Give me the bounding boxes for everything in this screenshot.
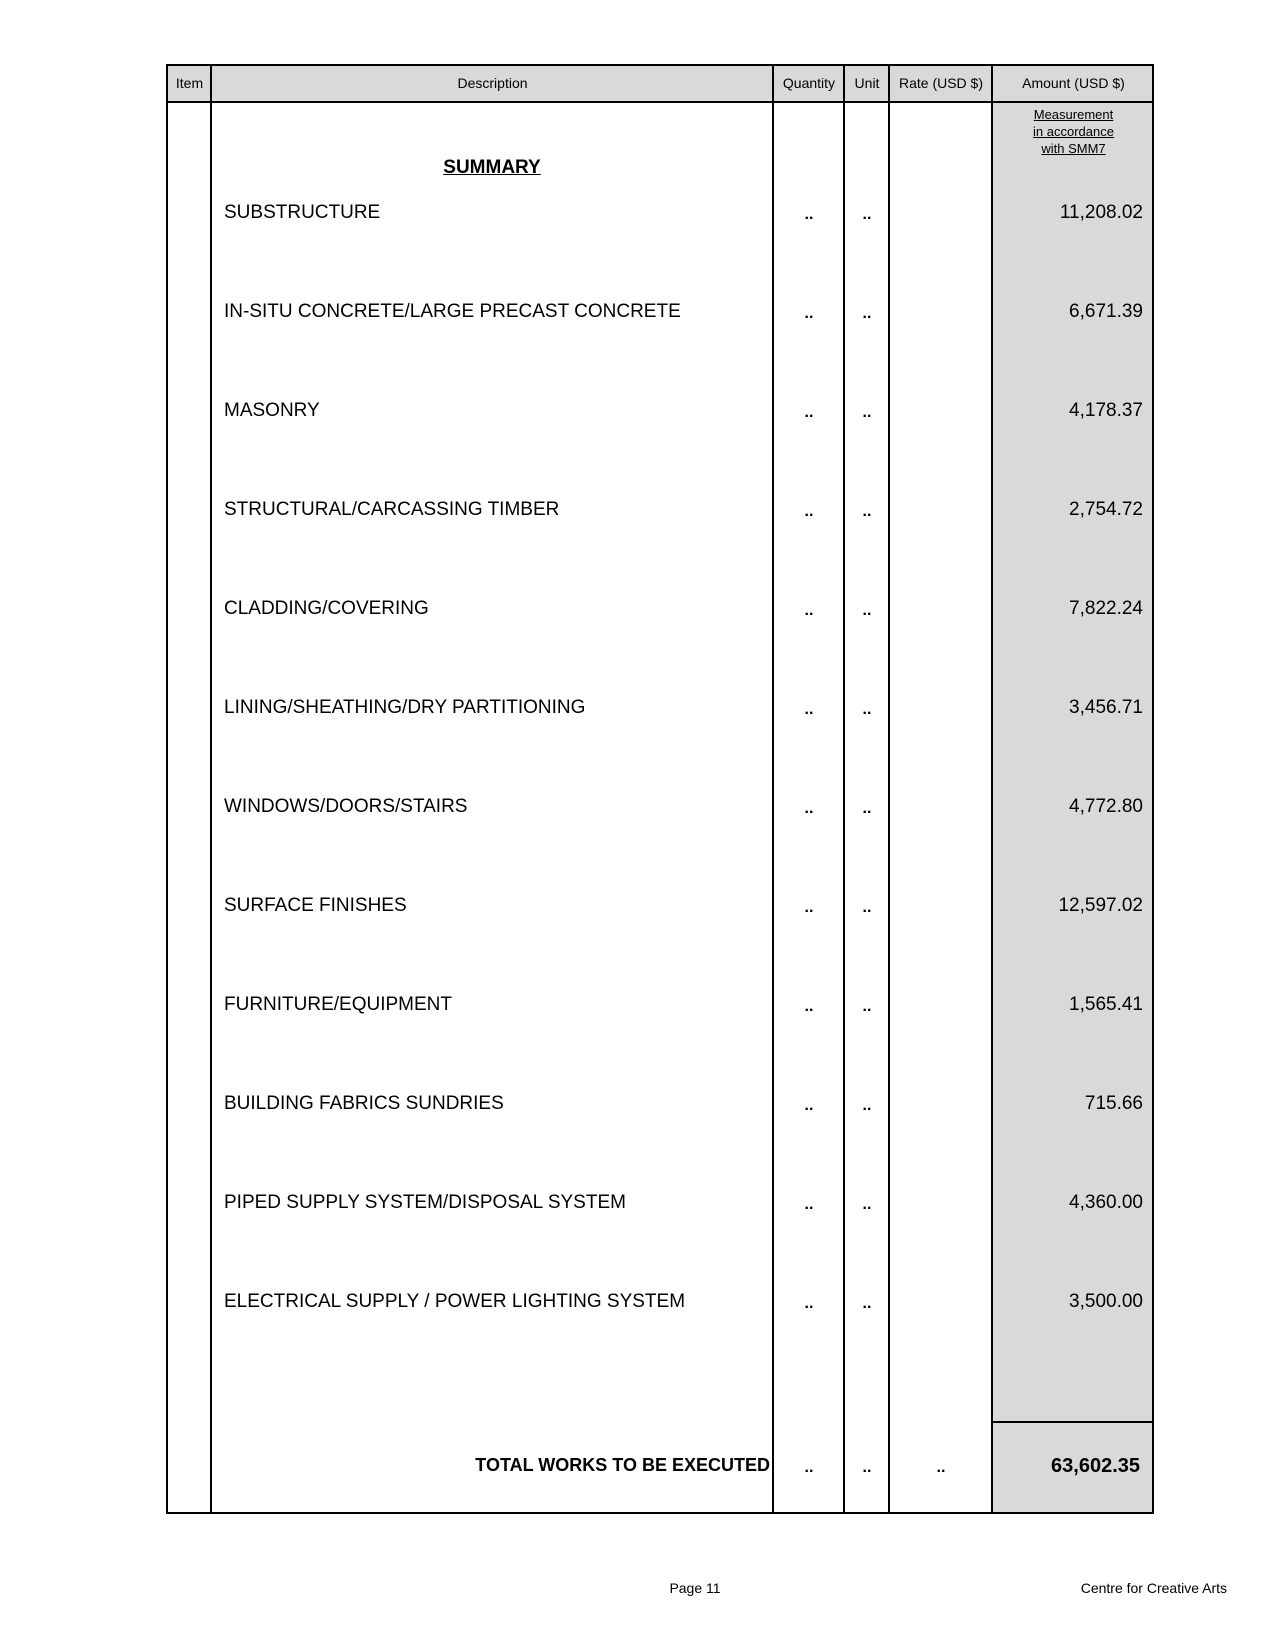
- row-quantity: ..: [804, 602, 814, 619]
- row-quantity: ..: [804, 998, 814, 1015]
- row-description: SURFACE FINISHES: [224, 895, 407, 916]
- table-row: [168, 1093, 1152, 1123]
- table-row: [168, 598, 1152, 628]
- table-row: [168, 1192, 1152, 1222]
- row-unit: ..: [862, 602, 872, 619]
- header-amount: Amount (USD $): [1022, 75, 1125, 91]
- row-unit: ..: [862, 899, 872, 916]
- table-row: [168, 400, 1152, 430]
- row-unit: ..: [862, 1196, 872, 1213]
- total-amount: 63,602.35: [1051, 1455, 1140, 1477]
- row-amount: 2,754.72: [1069, 499, 1143, 520]
- row-unit: ..: [862, 503, 872, 520]
- table-row: [168, 301, 1152, 331]
- row-quantity: ..: [804, 206, 814, 223]
- row-description: STRUCTURAL/CARCASSING TIMBER: [224, 499, 560, 520]
- row-description: PIPED SUPPLY SYSTEM/DISPOSAL SYSTEM: [224, 1192, 626, 1213]
- row-unit: ..: [862, 305, 872, 322]
- table-row: [168, 895, 1152, 925]
- row-quantity: ..: [804, 404, 814, 421]
- row-description: FURNITURE/EQUIPMENT: [224, 994, 452, 1015]
- row-quantity: ..: [804, 305, 814, 322]
- row-description: ELECTRICAL SUPPLY / POWER LIGHTING SYSTEM: [224, 1291, 686, 1312]
- total-rate: ..: [936, 1459, 946, 1476]
- row-description: WINDOWS/DOORS/STAIRS: [224, 796, 468, 817]
- total-separator: [993, 1421, 1152, 1423]
- row-quantity: ..: [804, 800, 814, 817]
- page-number: Page 11: [669, 1580, 721, 1596]
- row-amount: 715.66: [1084, 1093, 1143, 1114]
- header-unit: Unit: [854, 75, 880, 91]
- row-unit: ..: [862, 1295, 872, 1312]
- header-rate: Rate (USD $): [898, 75, 984, 91]
- measurement-note-line: Measurement: [1033, 107, 1114, 122]
- row-description: SUBSTRUCTURE: [224, 202, 381, 223]
- table-row: [168, 796, 1152, 826]
- table-row: [168, 697, 1152, 727]
- project-name: Centre for Creative Arts: [1080, 1580, 1227, 1596]
- row-amount: 4,178.37: [1069, 400, 1143, 421]
- table-row: [168, 499, 1152, 529]
- header-item: Item: [175, 75, 204, 91]
- row-quantity: ..: [804, 1295, 814, 1312]
- row-unit: ..: [862, 206, 872, 223]
- bill-of-quantities-table: [166, 64, 1154, 1514]
- row-amount: 6,671.39: [1069, 301, 1143, 322]
- total-quantity: ..: [804, 1459, 814, 1476]
- total-unit: ..: [862, 1459, 872, 1476]
- row-unit: ..: [862, 404, 872, 421]
- row-description: MASONRY: [224, 400, 320, 421]
- total-row: [168, 1455, 1152, 1485]
- row-description: CLADDING/COVERING: [224, 598, 429, 619]
- header-quantity: Quantity: [782, 75, 836, 91]
- row-amount: 4,772.80: [1069, 796, 1143, 817]
- row-amount: 3,500.00: [1069, 1291, 1143, 1312]
- total-label: TOTAL WORKS TO BE EXECUTED: [475, 1455, 770, 1475]
- row-amount: 11,208.02: [1059, 202, 1143, 223]
- row-unit: ..: [862, 800, 872, 817]
- row-description: LINING/SHEATHING/DRY PARTITIONING: [224, 697, 586, 718]
- row-amount: 3,456.71: [1069, 697, 1143, 718]
- row-quantity: ..: [804, 503, 814, 520]
- row-unit: ..: [862, 701, 872, 718]
- row-amount: 12,597.02: [1058, 895, 1143, 916]
- row-quantity: ..: [804, 1196, 814, 1213]
- table-row: [168, 994, 1152, 1024]
- table-row: [168, 202, 1152, 232]
- header-description: Description: [457, 75, 528, 91]
- row-quantity: ..: [804, 899, 814, 916]
- row-amount: 1,565.41: [1069, 994, 1143, 1015]
- summary-title: SUMMARY: [443, 157, 541, 178]
- row-description: BUILDING FABRICS SUNDRIES: [224, 1093, 504, 1114]
- row-description: IN-SITU CONCRETE/LARGE PRECAST CONCRETE: [224, 301, 681, 322]
- row-quantity: ..: [804, 701, 814, 718]
- row-quantity: ..: [804, 1097, 814, 1114]
- measurement-note-line: in accordance: [1033, 124, 1114, 139]
- row-amount: 7,822.24: [1069, 598, 1143, 619]
- row-unit: ..: [862, 998, 872, 1015]
- row-amount: 4,360.00: [1069, 1192, 1143, 1213]
- table-row: [168, 1291, 1152, 1321]
- measurement-note-line: with SMM7: [1041, 141, 1106, 156]
- measurement-note: [993, 106, 1154, 157]
- table-header-row: [168, 66, 1152, 103]
- row-unit: ..: [862, 1097, 872, 1114]
